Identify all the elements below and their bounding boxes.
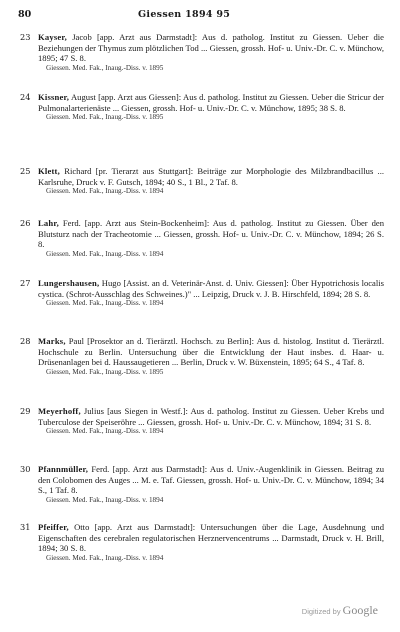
entry-text bbox=[38, 166, 384, 187]
entry-note: Giessen. Med. Fak., Inaug.-Diss. v. 1895 bbox=[46, 113, 164, 122]
entry-28 bbox=[22, 336, 384, 377]
entry-description: Otto [app. Arzt aus Darmstadt]: Untersuchungen über die Lage, Ausdehnung und Eigenschaften des cerebralen regulatorischen Herznervencentrums ... Darmstadt, Druck v. H. Brill, 1894; 30 S. 8. bbox=[38, 522, 384, 554]
entry-note: Giessen. Med. Fak., Inaug.-Diss. v. 1894 bbox=[46, 553, 164, 562]
entry-description: Richard [pr. Tierarzt aus Stuttgart]: Beiträge zur Morphologie des Milzbrandbacillus ... Karlsruhe, Druck v. F. Gutsch, 1894; 40 S., 1 Bl., 2 Taf. 8. bbox=[38, 166, 384, 187]
author-name: Lahr, bbox=[38, 218, 59, 228]
entry-note: Giessen. Med. Fak., Inaug.-Diss. v. 1894 bbox=[46, 249, 164, 258]
entry-description: Jacob [app. Arzt aus Darmstadt]: Aus d. patholog. Institut zu Giessen. Ueber die Beziehungen der Thymus zum plötzlichen Tod ... Giessen, grossh. Hof- u. Univ.-Dr. C. v. Münchow, 1895; 47 S. 8. bbox=[38, 32, 384, 64]
entry-text bbox=[38, 278, 384, 299]
author-name: Kissner, bbox=[38, 92, 70, 102]
entry-text bbox=[38, 218, 384, 250]
entry-text bbox=[38, 406, 384, 427]
author-name: Pfeiffer, bbox=[38, 522, 69, 532]
entry-text bbox=[38, 464, 384, 496]
author-name: Lungershausen, bbox=[38, 278, 100, 288]
entry-number: 27 bbox=[20, 278, 31, 288]
entry-26 bbox=[22, 218, 384, 259]
entry-note: Giessen. Med. Fak., Inaug.-Diss. v. 1895 bbox=[46, 63, 164, 72]
entry-description: Ferd. [app. Arzt aus Stein-Bockenheim]: Aus d. patholog. Institut zu Giessen. Über den Blutsturz nach der Tracheotomie ... Giessen, grossh. Hof- u. Univ.-Dr. C. v. Münchow, 1894; 26 S. 8. bbox=[38, 218, 384, 250]
entry-text bbox=[38, 336, 384, 368]
entry-note: Giessen. Med. Fak., Inaug.-Diss. v. 1894 bbox=[46, 187, 164, 196]
page-number: 80 bbox=[18, 9, 32, 20]
entry-text bbox=[38, 522, 384, 554]
author-name: Kayser, bbox=[38, 32, 68, 42]
entry-23 bbox=[22, 32, 384, 73]
entry-note: Giessen. Med. Fak., Inaug.-Diss. v. 1894 bbox=[46, 495, 164, 504]
author-name: Meyerhoff, bbox=[38, 406, 81, 416]
entry-number: 28 bbox=[20, 336, 31, 346]
entry-note: Giessen, Med. Fak., Inaug.-Diss. v. 1895 bbox=[46, 367, 164, 376]
entry-number: 30 bbox=[20, 464, 31, 474]
entry-number: 25 bbox=[20, 166, 31, 176]
running-head bbox=[18, 9, 382, 23]
entry-29 bbox=[22, 406, 384, 436]
entry-text bbox=[38, 92, 384, 113]
entry-description: Hugo [Assist. an d. Veterinär-Anst. d. Univ. Giessen]: Über Hypotrichosis localis cystica. (Schrot-Ausschlag des Schweines.)" ... Leipzig, Druck v. J. B. Hirschfeld, 1894; 28 S. 8. bbox=[38, 278, 384, 299]
entry-text bbox=[38, 32, 384, 64]
entry-number: 26 bbox=[20, 218, 31, 228]
entry-number: 31 bbox=[20, 522, 31, 532]
entry-27 bbox=[22, 278, 384, 308]
digitized-label: Digitized by bbox=[301, 607, 341, 616]
author-name: Klett, bbox=[38, 166, 60, 176]
entry-description: August [app. Arzt aus Giessen]: Aus d. patholog. Institut zu Giessen. Ueber die Stricur der Pulmonalarterienäste ... Giessen, grossh. Hof- u. Univ.-Dr. C. v. Münchow, 1895; 38 S. 8. bbox=[38, 92, 384, 113]
digitized-watermark bbox=[302, 603, 378, 618]
entry-note: Giessen. Med. Fak., Inaug.-Diss. v. 1894 bbox=[46, 427, 164, 436]
entry-note: Giessen. Med. Fak., Inaug.-Diss. v. 1894 bbox=[46, 299, 164, 308]
entry-number: 24 bbox=[20, 92, 31, 102]
entry-description: Julius [aus Siegen in Westf.]: Aus d. patholog. Institut zu Giessen. Ueber Krebs und Tuberculose der Speiseröhre ... Giessen, grossh. Hof- u. Univ.-Dr. C. v. Münchow, 1894; 31 S. 8. bbox=[38, 406, 384, 427]
page-title: Giessen 1894 95 bbox=[138, 9, 231, 20]
entry-24 bbox=[22, 92, 384, 122]
entry-number: 23 bbox=[20, 32, 31, 42]
google-logo: Google bbox=[342, 603, 378, 617]
entry-31 bbox=[22, 522, 384, 563]
author-name: Marks, bbox=[38, 336, 66, 346]
entry-30 bbox=[22, 464, 384, 505]
entry-25 bbox=[22, 166, 384, 196]
author-name: Pfannmüller, bbox=[38, 464, 89, 474]
entry-description: Ferd. [app. Arzt aus Darmstadt]: Aus d. Univ.-Augenklinik in Giessen. Beitrag zu den Colobomen des Auges ... M. e. Taf. Giessen, grossh. Hof- u. Univ.-Dr. C. v. Münchow, 1894; 34 S., 1 Taf. 8. bbox=[38, 464, 384, 496]
entry-number: 29 bbox=[20, 406, 31, 416]
entry-description: Paul [Prosektor an d. Tierärztl. Hochsch. zu Berlin]: Aus d. histolog. Institut d. Tierärztl. Hochschule zu Berlin. Untersuchung über die Entwicklung der Haut insbes. d. Haar- u. Drüsenanlagen bei d. Haussaugetieren ... Berlin, Druck v. W. Büxenstein, 1895; 64 S., 4 Taf. 8. bbox=[38, 336, 384, 368]
